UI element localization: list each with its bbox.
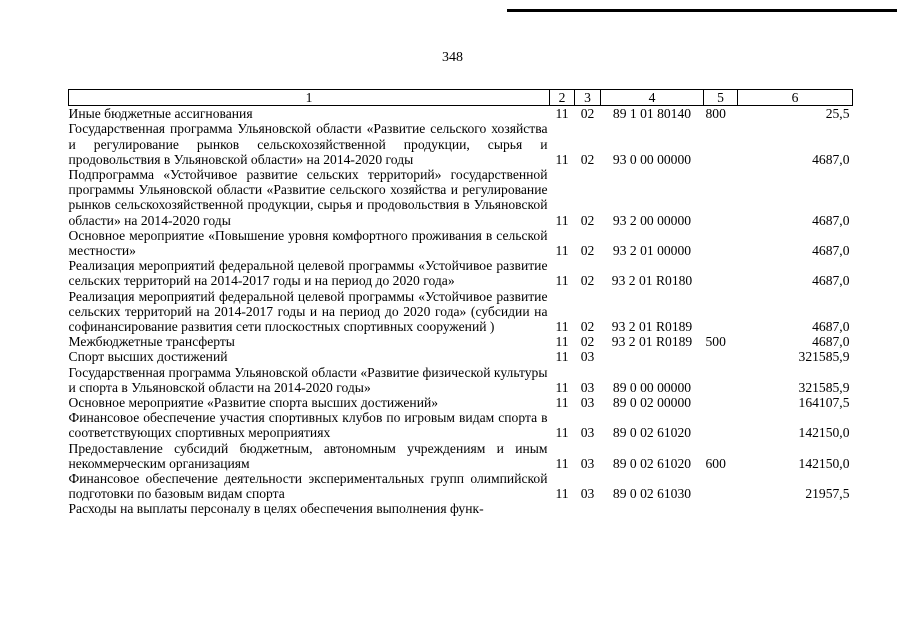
cell-csr: 89 0 00 00000 — [612, 379, 692, 395]
cell-rz: 11 — [555, 106, 569, 122]
cell-pr: 03 — [580, 395, 595, 411]
cell-name: Предоставление субсидий бюджетным, автономным учреждениям и иным некоммерческим организациям — [68, 440, 548, 471]
cell-rz: 11 — [555, 455, 569, 471]
cell-vr — [704, 471, 738, 501]
cell-rz: 11 — [555, 395, 569, 411]
cell-amount — [738, 501, 853, 516]
cell-vr — [704, 228, 738, 258]
table-row — [69, 365, 853, 395]
cell-vr — [704, 365, 738, 395]
table-body — [69, 106, 853, 517]
column-header: 6 — [738, 90, 853, 106]
cell-pr: 02 — [580, 273, 595, 289]
cell-rz: 11 — [555, 349, 569, 365]
cell-rz — [550, 501, 575, 516]
cell-amount: 4687,0 — [812, 243, 850, 259]
cell-pr: 02 — [580, 334, 595, 350]
cell-amount: 21957,5 — [805, 486, 850, 502]
cell-csr: 89 0 02 61020 — [612, 425, 692, 441]
cell-amount: 142150,0 — [798, 425, 850, 441]
cell-name: Реализация мероприятий федеральной целевой программы «Устойчивое развитие сельских территорий на 2014-2017 годы и на период до 2020 года» — [68, 258, 548, 289]
cell-amount: 142150,0 — [798, 455, 850, 471]
table-row — [69, 441, 853, 471]
cell-amount: 321585,9 — [798, 349, 850, 365]
cell-name: Иные бюджетные ассигнования — [68, 106, 253, 122]
cell-name: Основное мероприятие «Повышение уровня комфортного проживания в сельской местности» — [68, 227, 548, 259]
cell-pr: 03 — [580, 425, 595, 441]
table-row — [69, 471, 853, 501]
column-header: 2 — [550, 90, 575, 106]
cell-rz: 11 — [555, 243, 569, 259]
table-row — [69, 501, 853, 516]
cell-name: Финансовое обеспечение деятельности экспериментальных групп олимпийской подготовки по базовым видам спорта — [68, 471, 548, 502]
cell-pr: 03 — [580, 455, 595, 471]
cell-amount: 4687,0 — [812, 319, 850, 335]
top-rule — [507, 9, 897, 12]
cell-pr: 02 — [580, 106, 595, 122]
table-row — [69, 258, 853, 288]
cell-amount: 4687,0 — [812, 273, 850, 289]
cell-rz: 11 — [555, 379, 569, 395]
cell-name: Государственная программа Ульяновской области «Развитие физической культуры и спорта в Ульяновской области на 2014-2020 годы» — [68, 364, 548, 395]
column-header: 3 — [575, 90, 601, 106]
cell-vr — [704, 410, 738, 440]
table-row — [69, 334, 853, 349]
cell-rz: 11 — [555, 151, 569, 167]
cell-name: Государственная программа Ульяновской области «Развитие сельского хозяйства и регулирование рынков сельскохозяйственной продукции, сырья и продовольствия в Ульяновской области» на 2014-2020 годы — [68, 121, 548, 167]
table-row — [69, 349, 853, 364]
cell-csr: 89 0 02 61020 — [612, 455, 692, 471]
cell-csr — [601, 349, 704, 364]
column-header: 1 — [69, 90, 550, 106]
cell-vr: 800 — [705, 106, 726, 122]
cell-rz: 11 — [555, 319, 569, 335]
cell-vr: 500 — [705, 334, 726, 350]
cell-name: Основное мероприятие «Развитие спорта высших достижений» — [68, 395, 439, 411]
cell-rz: 11 — [555, 334, 569, 350]
cell-pr: 02 — [580, 243, 595, 259]
budget-table — [68, 89, 853, 517]
table-row — [69, 395, 853, 410]
cell-name: Финансовое обеспечение участия спортивных клубов по игровым видам спорта в соответствующих спортивных мероприятиях — [68, 410, 548, 441]
table-row — [69, 228, 853, 258]
cell-rz: 11 — [555, 486, 569, 502]
cell-csr: 93 2 00 00000 — [612, 212, 692, 228]
cell-vr — [704, 289, 738, 335]
cell-name: Межбюджетные трансферты — [68, 334, 235, 350]
cell-vr — [704, 395, 738, 410]
cell-amount: 164107,5 — [798, 395, 850, 411]
cell-csr: 89 1 01 80140 — [612, 106, 692, 122]
cell-amount: 4687,0 — [812, 212, 850, 228]
cell-csr: 93 2 01 R0180 — [611, 273, 693, 289]
table-row — [69, 289, 853, 335]
column-header: 5 — [704, 90, 738, 106]
cell-csr: 89 0 02 61030 — [612, 486, 692, 502]
cell-pr — [575, 501, 601, 516]
cell-vr — [704, 167, 738, 228]
cell-pr: 03 — [580, 349, 595, 365]
table-row — [69, 410, 853, 440]
cell-vr — [704, 121, 738, 167]
cell-rz: 11 — [555, 212, 569, 228]
cell-vr: 600 — [705, 455, 726, 471]
cell-pr: 03 — [580, 486, 595, 502]
table-row — [69, 167, 853, 228]
cell-amount: 25,5 — [825, 106, 850, 122]
cell-name: Спорт высших достижений — [68, 349, 228, 365]
cell-csr — [601, 501, 704, 516]
table-header — [69, 90, 853, 106]
cell-csr: 93 0 00 00000 — [612, 151, 692, 167]
table-row — [69, 121, 853, 167]
cell-name: Расходы на выплаты персоналу в целях обеспечения выполнения функ- — [68, 501, 484, 517]
cell-rz: 11 — [555, 273, 569, 289]
cell-csr: 93 2 01 R0189 — [611, 334, 693, 350]
cell-csr: 89 0 02 00000 — [612, 395, 692, 411]
cell-name: Реализация мероприятий федеральной целевой программы «Устойчивое развитие сельских территорий на 2014-2017 годы и на период до 2020 года» (субсидии на софинансирование развития сети плоскостных спортивных сооружений ) — [68, 288, 548, 335]
cell-name: Подпрограмма «Устойчивое развитие сельских территорий» государственной программы Ульяновской области «Развитие сельского хозяйства и регулирование рынков сельскохозяйственной продукции, сырья и продовольствия в Ульяновской области» на 2014-2020 годы — [68, 167, 548, 228]
cell-vr — [704, 349, 738, 364]
cell-pr: 02 — [580, 151, 595, 167]
page-number: 348 — [442, 50, 463, 65]
cell-csr: 93 2 01 R0189 — [611, 319, 693, 335]
cell-pr: 03 — [580, 379, 595, 395]
cell-vr — [704, 501, 738, 516]
cell-rz: 11 — [555, 425, 569, 441]
cell-pr: 02 — [580, 212, 595, 228]
column-header: 4 — [601, 90, 704, 106]
cell-pr: 02 — [580, 319, 595, 335]
cell-csr: 93 2 01 00000 — [612, 243, 692, 259]
cell-amount: 4687,0 — [812, 151, 850, 167]
cell-amount: 321585,9 — [798, 379, 850, 395]
cell-vr — [704, 258, 738, 288]
table-row — [69, 106, 853, 122]
cell-amount: 4687,0 — [812, 334, 850, 350]
